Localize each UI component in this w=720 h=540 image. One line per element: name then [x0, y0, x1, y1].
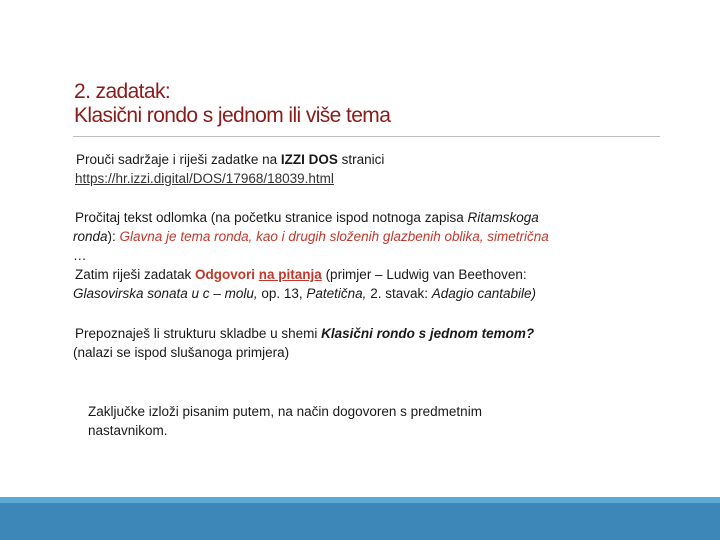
izzi-dos-label: IZZI DOS: [280, 152, 338, 167]
sonata-title: Glasovirska sonata u c – molu,: [73, 286, 258, 301]
slide-title: [74, 80, 390, 128]
title-divider: [73, 136, 660, 137]
paragraph1-line1: [76, 150, 384, 169]
paragraph2-line4: [75, 265, 527, 284]
paragraph2-colon: ):: [107, 229, 120, 244]
paragraph3-line1: [75, 324, 534, 343]
movement-name: Adagio cantabile): [431, 286, 537, 301]
paragraph4-line2: [88, 421, 168, 440]
paragraph3-note: (nalazi se ispod slušanoga primjera): [73, 345, 290, 360]
paragraph2-task-prefix: Zatim riješi zadatak: [75, 267, 196, 282]
paragraph2-ellipsis: …: [73, 248, 87, 263]
slide-title-line2: Klasični rondo s jednom ili više tema: [74, 104, 391, 127]
task-name-na-pitanja[interactable]: na pitanja: [258, 267, 322, 282]
paragraph2-text: Pročitaj tekst odlomka (na početku stranice ispod notnoga zapisa: [75, 210, 468, 225]
opus-text: op. 13,: [257, 286, 307, 301]
izzi-dos-link[interactable]: https://hr.izzi.digital/DOS/17968/18039.html: [75, 171, 334, 186]
task-name-odgovori: Odgovori: [195, 267, 259, 282]
paragraph2-italic-ronda: ronda: [73, 229, 108, 244]
quoted-definition: Glavna je tema ronda, kao i drugih složenih glazbenih oblika, simetrična: [119, 229, 549, 244]
paragraph4-text: Zaključke izloži pisanim putem, na način dogovoren s predmetnim: [88, 404, 482, 419]
slide-title-line1: 2. zadatak:: [74, 80, 171, 103]
rondo-scheme-name: Klasični rondo s jednom temom?: [321, 326, 535, 341]
paragraph1-text: Prouči sadržaje i riješi zadatke na: [76, 152, 281, 167]
paragraph2-line1: [75, 208, 539, 227]
paragraph3-text: Prepoznaješ li strukturu skladbe u shemi: [75, 326, 322, 341]
paragraph2-example: (primjer – Ludwig van Beethoven:: [321, 267, 527, 282]
paragraph1-line2: [75, 169, 334, 188]
paragraph2-italic-ritamskoga: Ritamskoga: [467, 210, 539, 225]
footer-bar: [0, 503, 720, 540]
movement-text: 2. stavak:: [366, 286, 432, 301]
paragraph2-line2: [73, 227, 549, 246]
paragraph3-line2: [73, 343, 289, 362]
paragraph1-text-suffix: stranici: [337, 152, 385, 167]
paragraph2-line3: [73, 246, 87, 265]
sonata-nickname: Patetična,: [306, 286, 367, 301]
paragraph4-line1: [88, 402, 482, 421]
paragraph4-text-end: nastavnikom.: [88, 423, 168, 438]
paragraph2-line5: [73, 284, 536, 303]
